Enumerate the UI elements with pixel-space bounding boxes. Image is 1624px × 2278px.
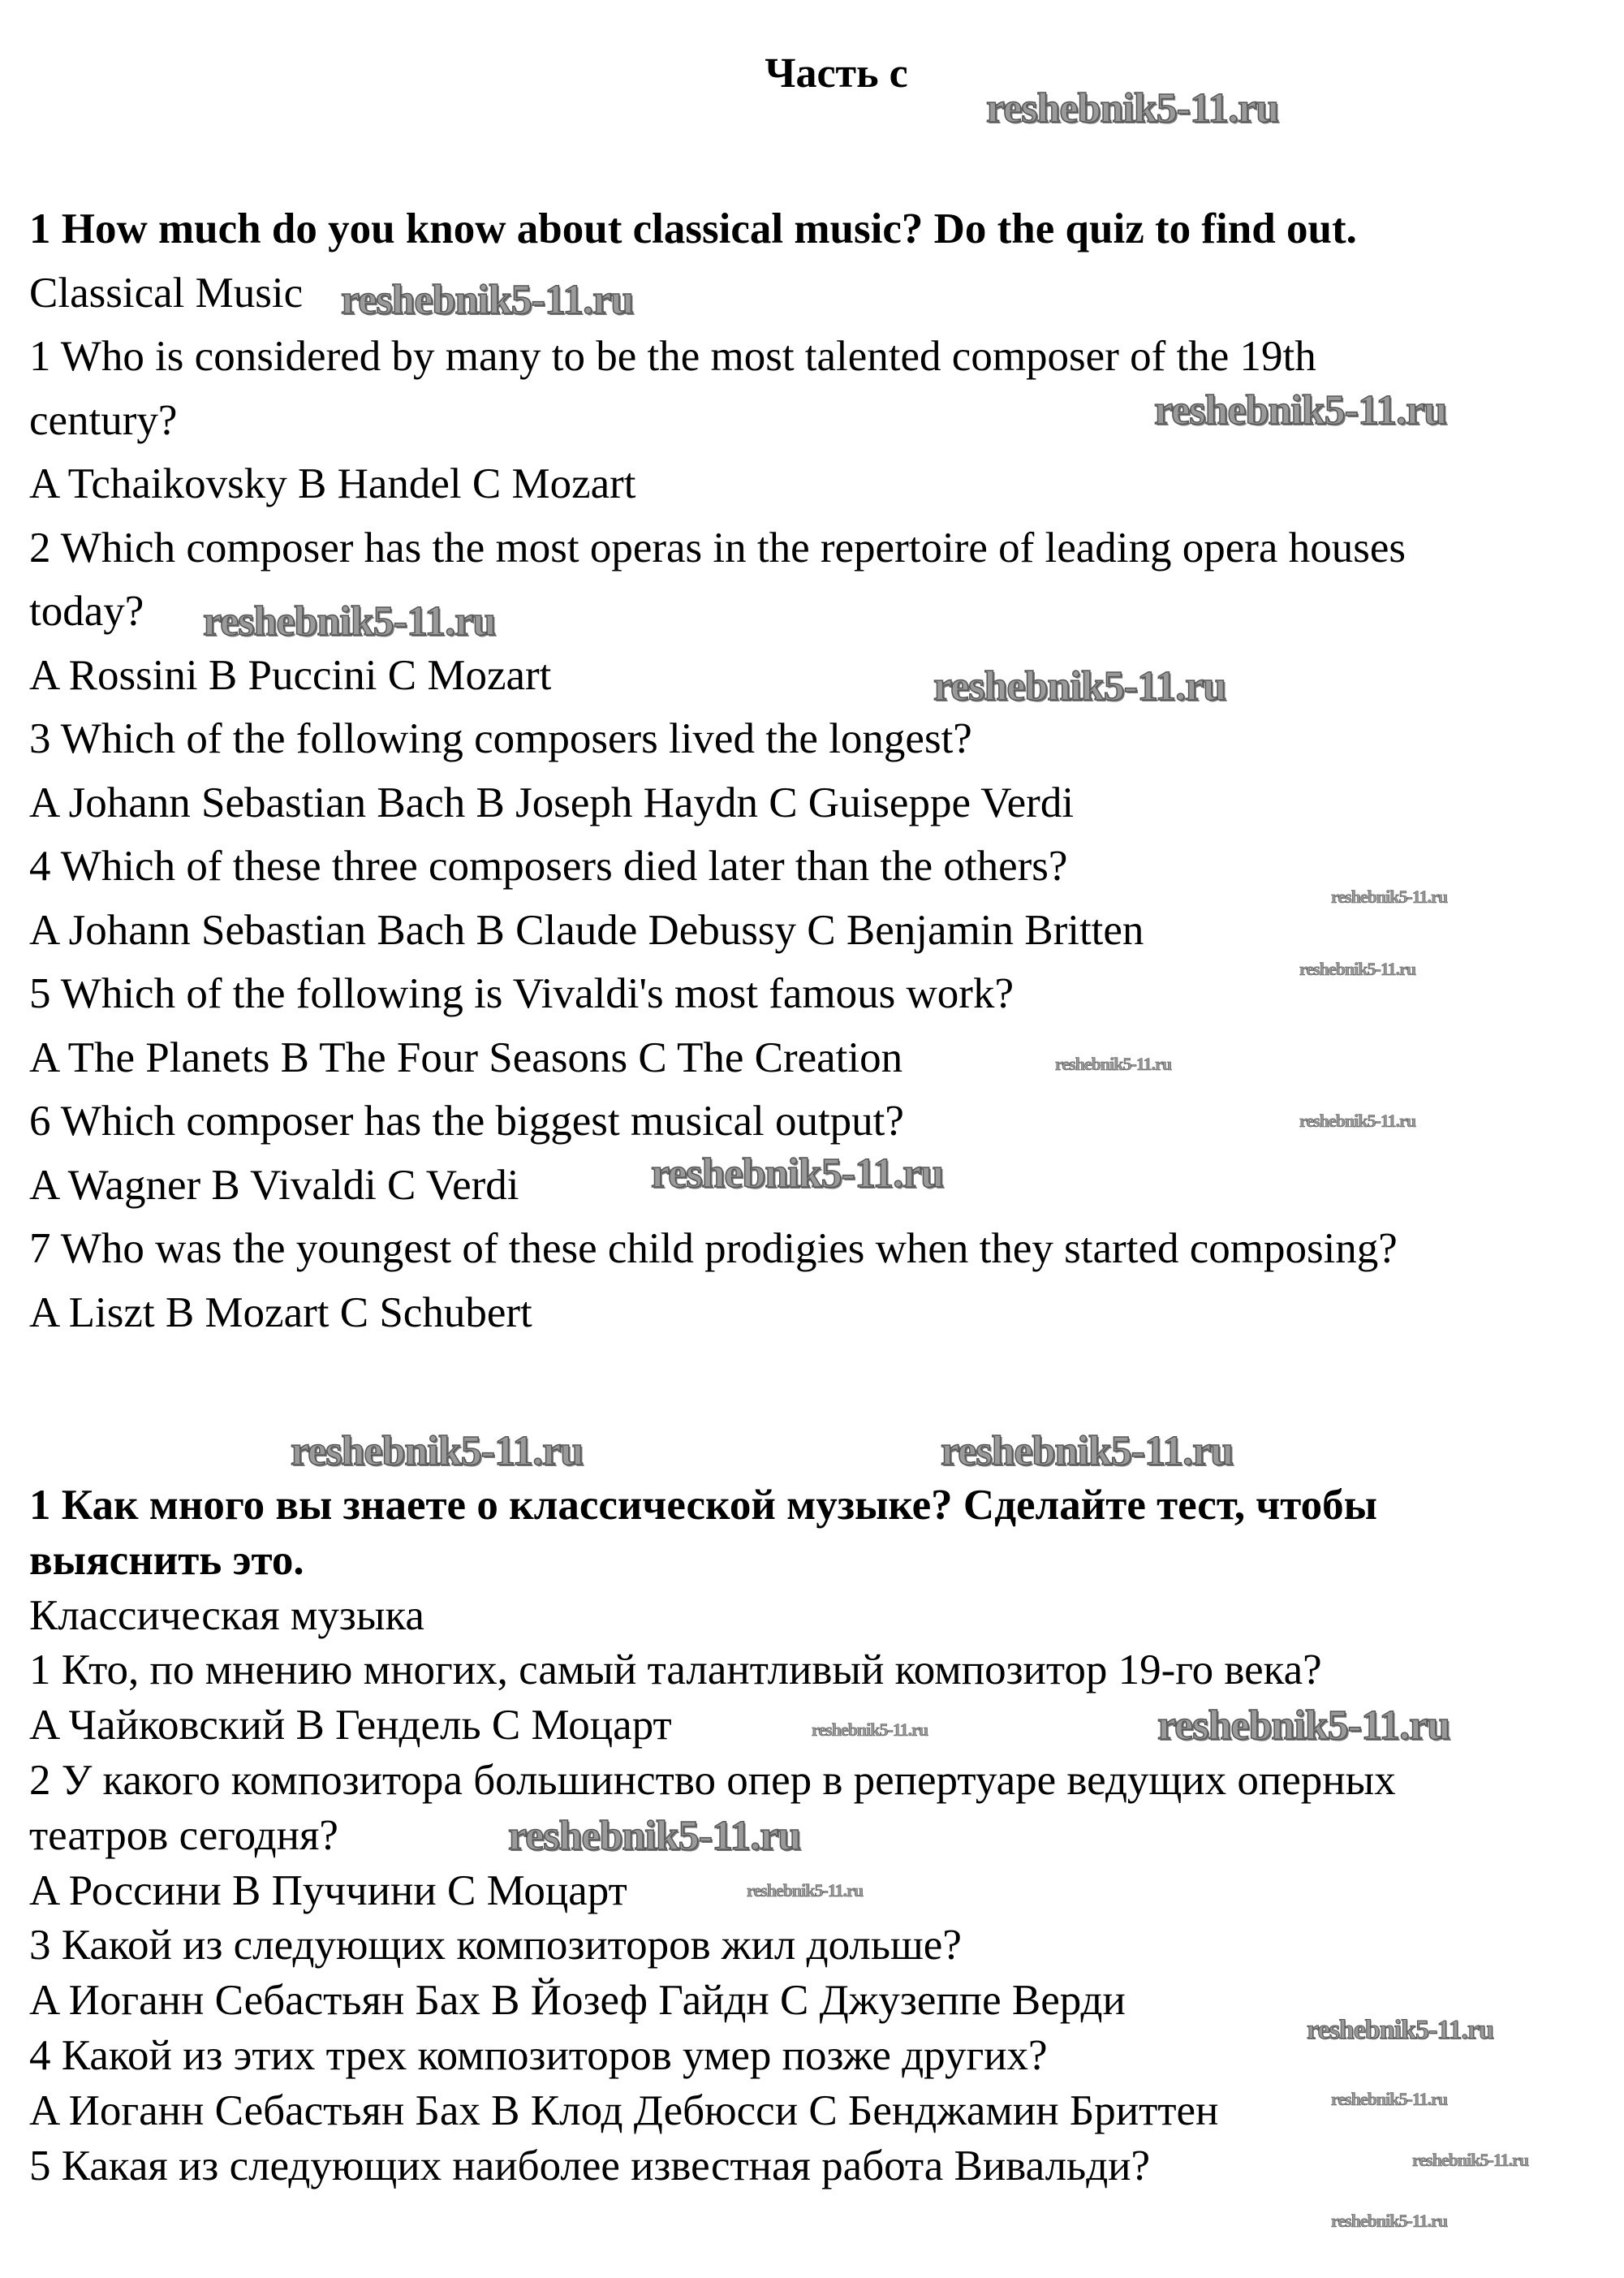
quiz-line-ru: A Иоганн Себастьян Бах B Клод Дебюсси C Бенджамин Бриттен [29,2086,1219,2134]
exercise-heading-ru: 1 Как много вы знаете о классической музыке? Сделайте тест, чтобы [29,1482,1377,1529]
watermark: reshebnik5-11.ru [747,1880,864,1900]
watermark: reshebnik5-11.ru [1055,1054,1172,1074]
watermark: reshebnik5-11.ru [1331,887,1448,907]
quiz-line-ru: 5 Какая из следующих наиболее известная работа Вивальди? [29,2142,1151,2190]
quiz-line: 3 Which of the following composers lived the longest? [29,715,972,762]
watermark: reshebnik5-11.ru [1154,387,1447,434]
quiz-line-ru: A Россини B Пуччини C Моцарт [29,1866,627,1914]
quiz-line-ru: 1 Кто, по мнению многих, самый талантливый композитор 19-го века? [29,1646,1322,1694]
exercise-heading-ru-cont: выяснить это. [29,1536,304,1584]
quiz-line: A Liszt B Mozart C Schubert [29,1288,532,1336]
quiz-line: 5 Which of the following is Vivaldi's most famous work? [29,970,1014,1017]
page-title: Часть с [765,50,908,97]
quiz-line: 7 Who was the youngest of these child prodigies when they started composing? [29,1225,1398,1272]
watermark: reshebnik5-11.ru [1307,2015,1493,2045]
quiz-subtitle: Classical Music [29,269,304,317]
quiz-line-ru: театров сегодня? [29,1811,338,1859]
watermark: reshebnik5-11.ru [341,277,634,323]
quiz-line: A The Planets B The Four Seasons C The Creation [29,1033,903,1081]
quiz-line-ru: 4 Какой из этих трех композиторов умер позже других? [29,2031,1048,2079]
quiz-line: today? [29,588,144,635]
watermark: reshebnik5-11.ru [941,1428,1234,1474]
watermark: reshebnik5-11.ru [291,1428,584,1474]
exercise-heading: 1 How much do you know about classical music? Do the quiz to find out. [29,205,1357,252]
watermark: reshebnik5-11.ru [1412,2150,1529,2170]
watermark: reshebnik5-11.ru [1331,2089,1448,2109]
watermark: reshebnik5-11.ru [651,1150,944,1197]
quiz-line: A Johann Sebastian Bach B Claude Debussy C Benjamin Britten [29,906,1144,954]
quiz-line: 6 Which composer has the biggest musical output? [29,1098,904,1145]
watermark: reshebnik5-11.ru [1299,1111,1416,1131]
quiz-line-ru: A Чайковский B Гендель C Моцарт [29,1702,672,1749]
quiz-line: A Tchaikovsky B Handel C Mozart [29,460,636,507]
watermark: reshebnik5-11.ru [203,598,496,645]
watermark: reshebnik5-11.ru [1157,1702,1450,1749]
quiz-line: century? [29,396,178,444]
watermark: reshebnik5-11.ru [812,1719,928,1740]
quiz-line-ru: 2 У какого композитора большинство опер в репертуаре ведущих оперных [29,1756,1396,1804]
quiz-line: 1 Who is considered by many to be the most talented composer of the 19th [29,333,1316,380]
quiz-line: A Johann Sebastian Bach B Joseph Haydn C Guiseppe Verdi [29,779,1075,826]
quiz-line-ru: A Иоганн Себастьян Бах B Йозеф Гайдн C Джузеппе Верди [29,1977,1126,2025]
watermark: reshebnik5-11.ru [1331,2211,1448,2231]
quiz-subtitle-ru: Классическая музыка [29,1591,424,1639]
quiz-line-ru: 3 Какой из следующих композиторов жил дольше? [29,1922,962,1970]
watermark: reshebnik5-11.ru [1299,959,1416,979]
quiz-line: 4 Which of these three composers died later than the others? [29,843,1068,890]
watermark: reshebnik5-11.ru [933,663,1226,710]
quiz-line: A Rossini B Puccini C Mozart [29,651,552,699]
watermark: reshebnik5-11.ru [508,1813,801,1859]
russian-section [29,1478,1604,2194]
quiz-line: 2 Which composer has the most operas in the repertoire of leading opera houses [29,524,1406,572]
watermark: reshebnik5-11.ru [986,85,1279,132]
quiz-line: A Wagner B Vivaldi C Verdi [29,1161,519,1209]
